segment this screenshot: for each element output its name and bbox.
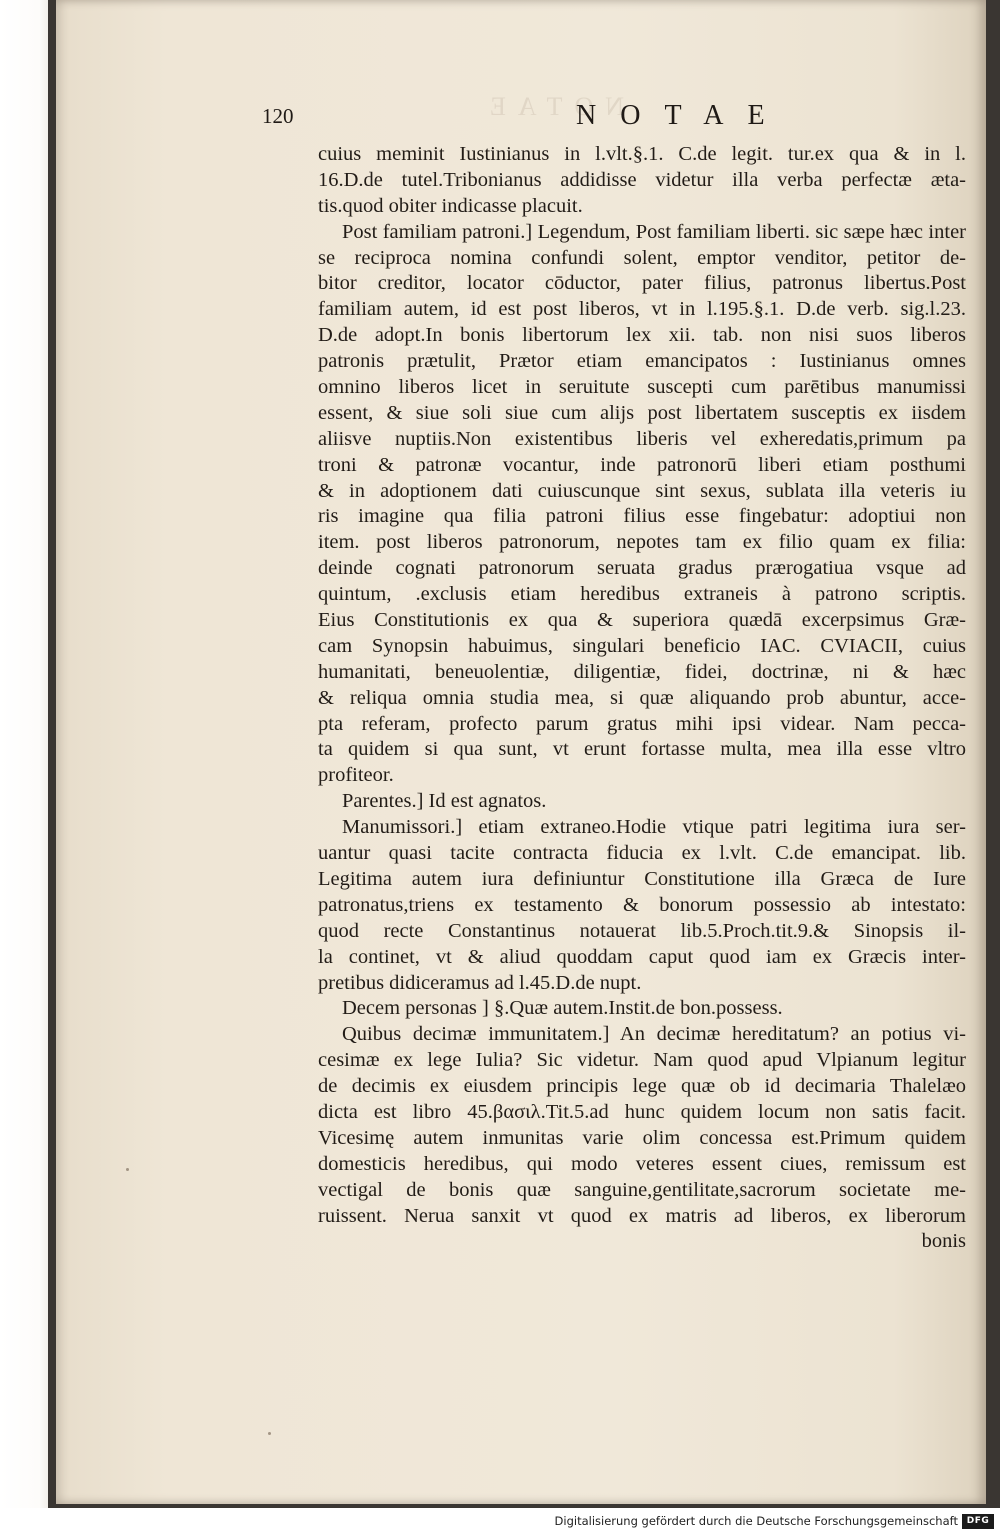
text-line: item. post liberos patronorum, nepotes tam ex filio quam ex filia:: [318, 531, 966, 554]
text-line: Legitima autem iura definiuntur Constitutione illa Græca de Iure: [318, 867, 966, 890]
text-line: & reliqua omnia studia mea, si quæ aliquando prob abuntur, acce-: [318, 686, 966, 709]
text-line: quod recte Constantinus notauerat lib.5.Proch.tit.9.& Sinopsis il-: [318, 919, 966, 942]
dfg-logo: DFG: [962, 1514, 994, 1529]
text-line: la continet, vt & aliud quoddam caput quod iam ex Græcis inter-: [318, 945, 966, 968]
text-line: bitor creditor, locator cōductor, pater filius, patronus libertus.Post: [318, 272, 966, 295]
text-line: aliisve nuptiis.Non existentibus liberis vel exheredatis,primum pa: [318, 427, 966, 450]
text-line: uantur quasi tacite contracta fiducia ex l.vlt. C.de emancipat. lib.: [318, 842, 966, 865]
text-line: cesimæ ex lege Iulia? Sic videtur. Nam quod apud Vlpianum legitur: [318, 1049, 966, 1072]
ink-speck: [126, 1168, 129, 1171]
text-line: familiam autem, id est post liberos, vt in l.195.§.1. D.de verb. sig.l.23.: [318, 298, 966, 321]
text-line: se reciproca nomina confundi solent, emptor venditor, petitor de-: [318, 246, 966, 269]
text-line: deinde cognati patronorum seruata gradus prærogatiua vsque ad: [318, 557, 966, 580]
ink-speck: [268, 1432, 271, 1435]
funding-credit: Digitalisierung gefördert durch die Deutsche Forschungsgemeinschaft: [554, 1514, 958, 1528]
text-line: ta quidem si qua sunt, vt erunt fortasse multa, mea illa esse vltro: [318, 738, 966, 761]
text-line: cam Synopsin habuimus, singulari beneficio IAC. CVIACII, cuius: [318, 634, 966, 657]
text-line: Eius Constitutionis ex qua & superiora quædā excerpsimus Græ-: [318, 609, 966, 632]
main-text-block: [318, 142, 966, 1255]
page-header: [262, 100, 962, 134]
text-line: omnino liberos licet in seruitute suscepti cum parētibus manumissi: [318, 376, 966, 399]
text-line: tis.quod obiter indicasse placuit.: [318, 194, 583, 217]
text-line: patronis prætulit, Prætor etiam emancipatos : Iustinianus omnes: [318, 350, 966, 373]
text-line: ruissent. Nerua sanxit vt quod ex matris ad liberos, ex liberorum: [318, 1204, 966, 1227]
text-line: quintum, .exclusis etiam heredibus extraneis à patrono scriptis.: [318, 583, 966, 606]
text-line: & in adoptionem dati cuiuscunque sint sexus, sublata illa veteris iu: [318, 479, 966, 502]
show-through-text: NOTAE: [478, 92, 625, 121]
text-line: Vicesimę autem inmunitas varie olim concessa est.Primum quidem: [318, 1126, 966, 1149]
page-number: 120: [262, 104, 294, 128]
text-line: 16.D.de tutel.Tribonianus addidisse videtur illa verba perfectæ æta-: [318, 168, 966, 191]
text-line: profiteor.: [318, 764, 394, 787]
text-line: humanitati, beneuolentiæ, diligentiæ, fidei, doctrinæ, ni & hæc: [318, 660, 966, 683]
text-line: patronatus,triens ex testamento & bonorum possessio ab intestato:: [318, 893, 966, 916]
text-line: Manumissori.] etiam extraneo.Hodie vtique patri legitima iura ser-: [342, 816, 966, 839]
text-line: ris imagine qua filia patroni filius esse fingebatur: adoptiui non: [318, 505, 966, 528]
text-line: essent, & siue soli siue cum alijs post libertatem susceptis ex iisdem: [318, 401, 966, 424]
text-line: cuius meminit Iustinianus in l.vlt.§.1. C.de legit. tur.ex qua & in l.: [318, 143, 966, 165]
text-line: Parentes.] Id est agnatos.: [342, 790, 547, 813]
running-head: NOTAE: [576, 100, 789, 131]
text-line: bonis: [921, 1230, 966, 1253]
text-line: pretibus didiceramus ad l.45.D.de nupt.: [318, 971, 642, 994]
text-line: D.de adopt.In bonis libertorum lex xii. tab. non nisi suos liberos: [318, 324, 966, 347]
text-line: Quibus decimæ immunitatem.] An decimæ hereditatum? an potius vi-: [342, 1023, 966, 1046]
text-line: domesticis heredibus, qui modo veteres essent ciues, remissum est: [318, 1152, 966, 1175]
text-line: de decimis ex eiusdem principis lege quæ ob id decimaria Thalelæo: [318, 1075, 966, 1098]
text-line: pta referam, profecto parum gratus mihi ipsi videar. Nam pecca-: [318, 712, 966, 735]
text-line: vectigal de bonis quæ sanguine,gentilitate,sacrorum societate me-: [318, 1178, 966, 1201]
text-line: troni & patronæ vocantur, inde patronorū liberi etiam posthumi: [318, 453, 966, 476]
text-line: Post familiam patroni.] Legendum, Post familiam liberti. sic sæpe hæc inter: [342, 220, 966, 243]
digitization-footer: [0, 1512, 1000, 1532]
text-line: Decem personas ] §.Quæ autem.Instit.de bon.possess.: [342, 997, 783, 1020]
text-line: dicta est libro 45.βασιλ.Tit.5.ad hunc quidem locum non satis facit.: [318, 1100, 966, 1123]
